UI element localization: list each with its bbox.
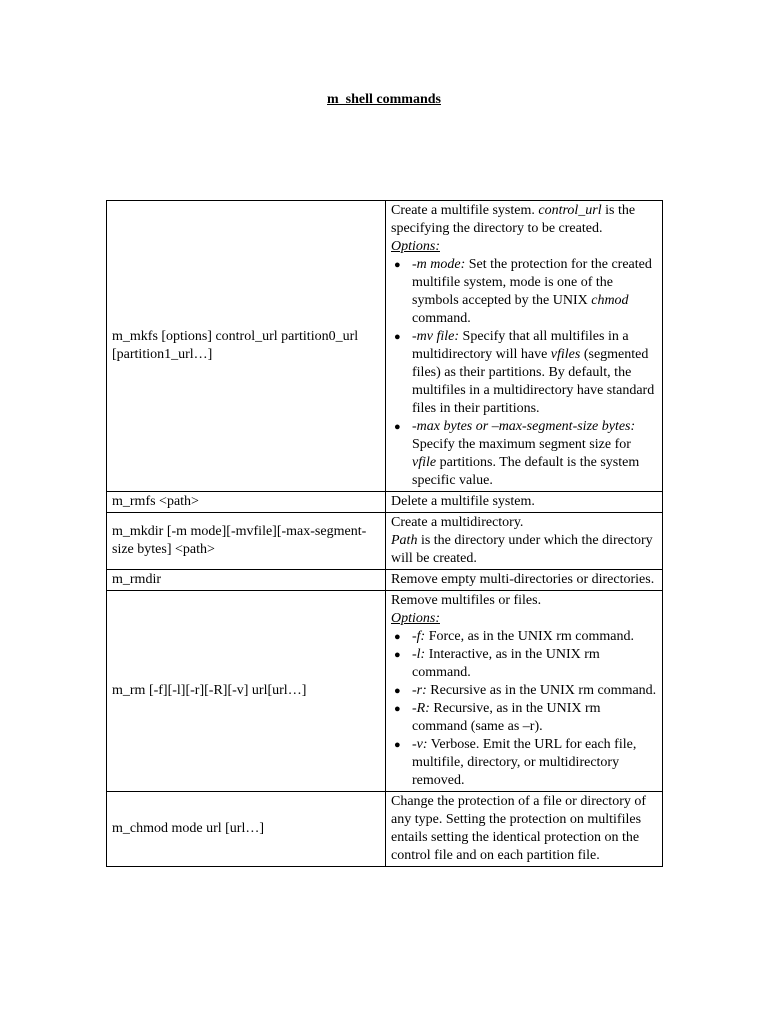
bullet-icon: ● bbox=[394, 703, 401, 715]
list-item bbox=[391, 646, 657, 682]
option-flag: -R: bbox=[412, 701, 430, 716]
description-emphasis: Path bbox=[391, 533, 418, 548]
description-text: Remove multifiles or files. bbox=[391, 593, 542, 608]
option-text: Specify that all multifiles in a multidirectory will have bbox=[412, 329, 629, 362]
description-cell: Change the protection of a file or directory of any type. Setting the protection on multifiles entails setting the identical protection on the control file and on each partition file. bbox=[386, 792, 663, 867]
option-text: command. bbox=[412, 311, 471, 326]
description-cell bbox=[386, 591, 663, 792]
option-flag: -l: bbox=[412, 647, 426, 662]
bullet-icon: ● bbox=[394, 631, 401, 643]
options-label: Options: bbox=[391, 239, 440, 254]
description-cell bbox=[386, 513, 663, 570]
description-cell: Remove empty multi-directories or directories. bbox=[386, 570, 663, 591]
list-item bbox=[391, 418, 657, 490]
list-item bbox=[391, 736, 657, 790]
list-item bbox=[391, 328, 657, 418]
description-cell: Delete a multifile system. bbox=[386, 492, 663, 513]
bullet-icon: ● bbox=[394, 259, 401, 271]
option-text: partitions. The default is the system specific value. bbox=[412, 455, 640, 488]
commands-table bbox=[106, 200, 663, 867]
table-row bbox=[107, 591, 663, 792]
options-list bbox=[391, 628, 657, 790]
option-flag: -mv file: bbox=[412, 329, 460, 344]
command-cell: m_mkfs [options] control_url partition0_url [partition1_url…] bbox=[107, 201, 386, 492]
option-text: Force, as in the UNIX rm command. bbox=[425, 629, 635, 644]
description-text: Create a multidirectory. bbox=[391, 515, 524, 530]
options-list bbox=[391, 256, 657, 490]
bullet-icon: ● bbox=[394, 685, 401, 697]
option-text: Specify the maximum segment size for bbox=[412, 437, 631, 452]
description-text: is the specifying the directory to be created. bbox=[391, 203, 636, 236]
description-text: is the directory under which the directory will be created. bbox=[391, 533, 653, 566]
bullet-icon: ● bbox=[394, 649, 401, 661]
list-item bbox=[391, 682, 657, 700]
option-text: Set the protection for the created multifile system, mode is one of the symbols accepted by the UNIX bbox=[412, 257, 652, 308]
table-row bbox=[107, 513, 663, 570]
option-text: Verbose. Emit the URL for each file, multifile, directory, or multidirectory removed. bbox=[412, 737, 637, 788]
options-label: Options: bbox=[391, 611, 440, 626]
command-cell: m_chmod mode url [url…] bbox=[107, 792, 386, 867]
command-cell: m_rmfs <path> bbox=[107, 492, 386, 513]
option-flag: -f: bbox=[412, 629, 426, 644]
description-cell bbox=[386, 201, 663, 492]
description-emphasis: control_url bbox=[538, 203, 602, 218]
option-text: Interactive, as in the UNIX rm command. bbox=[412, 647, 600, 680]
list-item bbox=[391, 700, 657, 736]
description-text: Create a multifile system. bbox=[391, 203, 539, 218]
option-flag: -v: bbox=[412, 737, 428, 752]
option-emphasis: vfiles bbox=[550, 347, 581, 362]
bullet-icon: ● bbox=[394, 331, 401, 343]
option-flag: -m mode: bbox=[412, 257, 466, 272]
bullet-icon: ● bbox=[394, 421, 401, 433]
option-text: (segmented files) as their partitions. By default, the multifiles in a multidirectory have standard files in their partitions. bbox=[412, 347, 655, 416]
option-text: Recursive as in the UNIX rm command. bbox=[426, 683, 657, 698]
option-emphasis: chmod bbox=[591, 293, 629, 308]
option-flag: -r: bbox=[412, 683, 427, 698]
table-row bbox=[107, 792, 663, 867]
table-row bbox=[107, 492, 663, 513]
list-item bbox=[391, 628, 657, 646]
table-row bbox=[107, 201, 663, 492]
bullet-icon: ● bbox=[394, 739, 401, 751]
command-cell: m_mkdir [-m mode][-mvfile][-max-segment-size bytes] <path> bbox=[107, 513, 386, 570]
command-cell: m_rm [-f][-l][-r][-R][-v] url[url…] bbox=[107, 591, 386, 792]
option-emphasis: vfile bbox=[412, 455, 437, 470]
list-item bbox=[391, 256, 657, 328]
command-cell: m_rmdir bbox=[107, 570, 386, 591]
option-text: Recursive, as in the UNIX rm command (same as –r). bbox=[412, 701, 601, 734]
document-title: m_shell commands bbox=[327, 92, 441, 107]
option-flag: -max bytes or –max-segment-size bytes: bbox=[412, 419, 636, 434]
table-row bbox=[107, 570, 663, 591]
